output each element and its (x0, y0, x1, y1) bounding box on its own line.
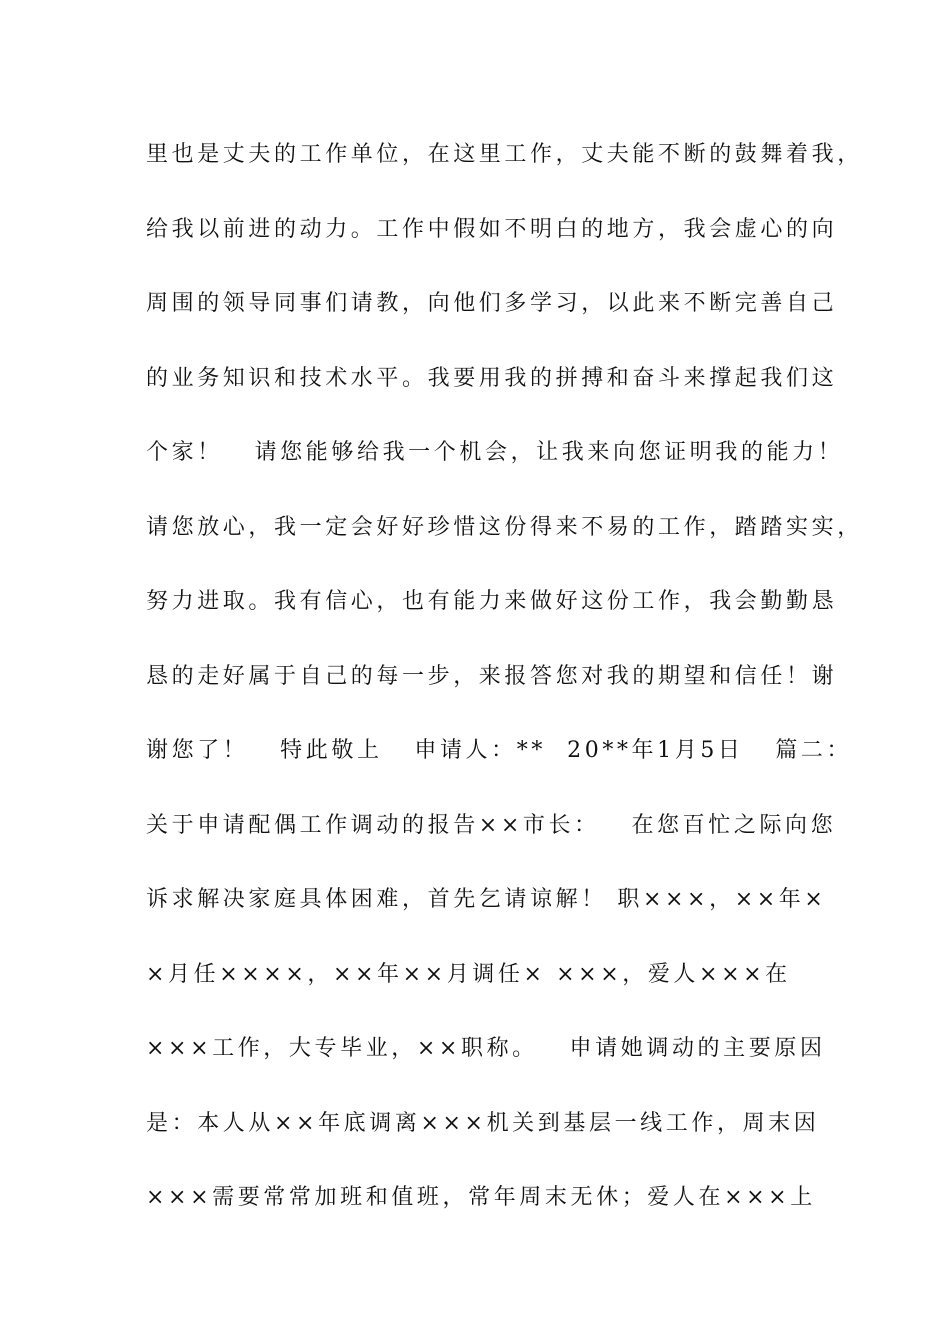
text-line-5: 个家！ 请您能够给我一个机会，让我来向您证明我的能力！ (146, 440, 844, 465)
text-line-1: 里也是丈夫的工作单位，在这里工作，丈夫能不断的鼓舞着我， (146, 142, 863, 167)
text-line-8: 恳的走好属于自己的每一步，来报答您对我的期望和信任！谢 (146, 663, 838, 689)
text-line-15: ×××需要常常加班和值班，常年周末无休；爱人在×××上 (146, 1185, 816, 1210)
text-line-11: 诉求解决家庭具体困难，首先乞请谅解！ 职×××，××年× (146, 887, 827, 912)
text-line-4: 的业务知识和技术水平。我要用我的拼搏和奋斗来撑起我们这 (146, 365, 838, 391)
text-line-13: ×××工作，大专毕业，××职称。 申请她调动的主要原因 (146, 1036, 826, 1061)
text-line-14: 是：本人从××年底调离×××机关到基层一线工作，周末因 (146, 1110, 820, 1136)
text-line-3: 周围的领导同事们请教，向他们多学习，以此来不断完善自己 (146, 291, 838, 316)
text-line-6: 请您放心，我一定会好好珍惜这份得来不易的工作，踏踏实实， (146, 514, 863, 540)
text-line-2: 给我以前进的动力。工作中假如不明白的地方，我会虚心的向 (146, 216, 838, 242)
body-text (146, 133, 863, 1251)
text-line-12: ×月任××××，××年××月调任× ×××，爱人×××在 (146, 961, 791, 987)
text-line-9: 谢您了！ 特此敬上 申请人：** 20**年1月5日 篇二： (146, 738, 853, 763)
text-line-7: 努力进取。我有信心，也有能力来做好这份工作，我会勤勤恳 (146, 589, 838, 614)
text-line-10: 关于申请配偶工作调动的报告××市长： 在您百忙之际向您 (146, 812, 837, 838)
